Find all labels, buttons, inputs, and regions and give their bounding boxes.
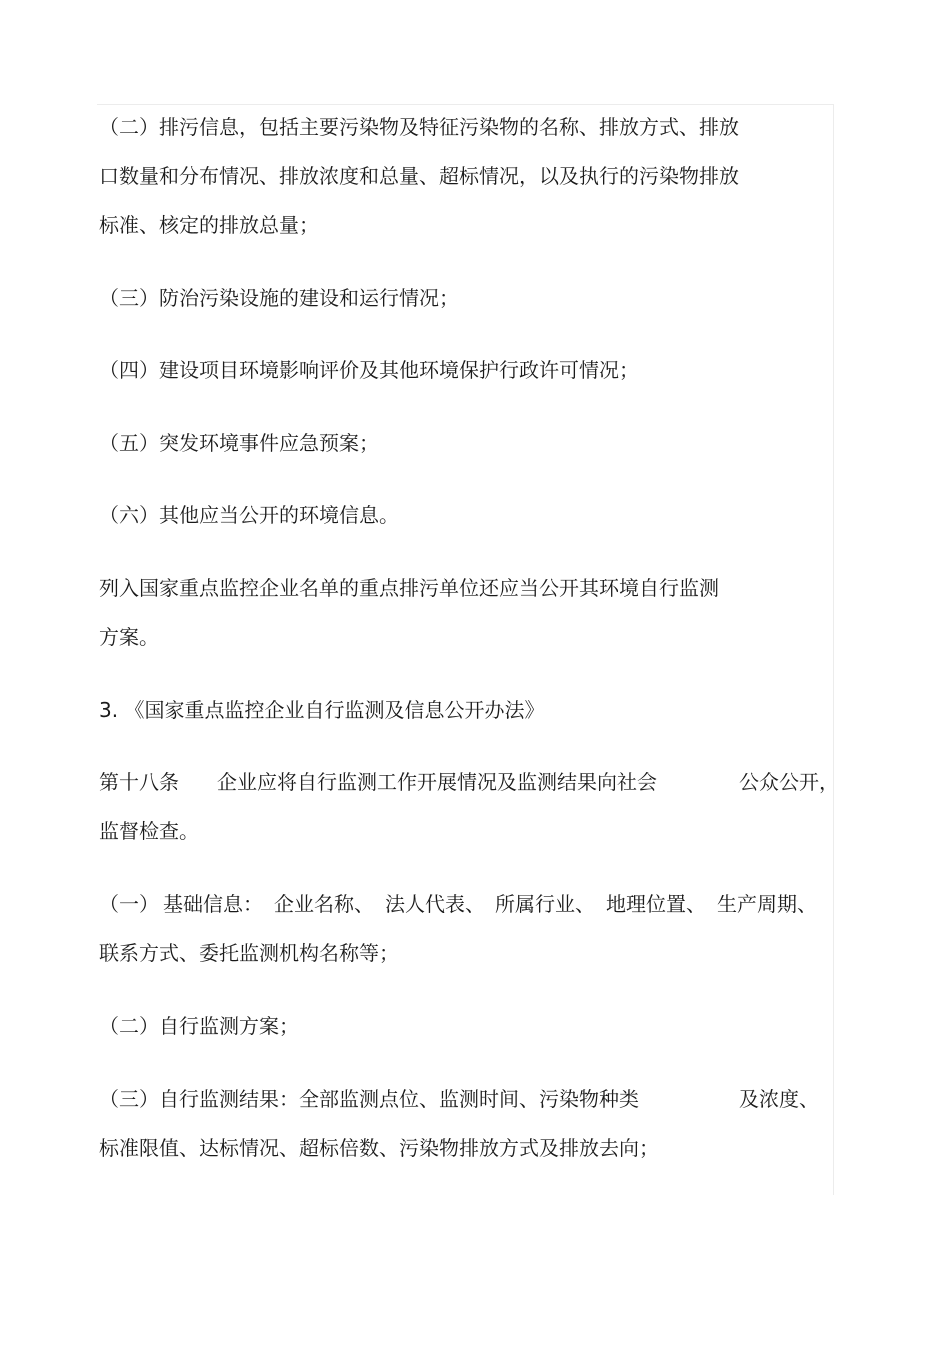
monitoring-results-tail: 及浓度、 <box>739 1087 819 1111</box>
field-company-name: 企业名称、 <box>274 892 374 916</box>
item-marker: （一） <box>99 892 159 916</box>
monitoring-results-text: （三）自行监测结果：全部监测点位、监测时间、污染物种类 <box>99 1087 639 1111</box>
field-industry: 所属行业、 <box>495 892 595 916</box>
text-line-14: 联系方式、委托监测机构名称等； <box>99 941 399 965</box>
article-text-tail: 公众公开， <box>739 770 839 794</box>
text-line-17: 标准限值、达标情况、超标倍数、污染物排放方式及排放去向； <box>99 1136 659 1160</box>
text-line-15: （二）自行监测方案； <box>99 1014 299 1038</box>
text-line-2: 口数量和分布情况、排放浓度和总量、超标情况，以及执行的污染物排放 <box>99 164 739 188</box>
text-line-8: 列入国家重点监控企业名单的重点排污单位还应当公开其环境自行监测 <box>99 576 719 600</box>
text-line-7: （六）其他应当公开的环境信息。 <box>99 503 399 527</box>
article-number: 第十八条 <box>99 770 179 794</box>
section-heading: 3. 《国家重点监控企业自行监测及信息公开办法》 <box>99 698 545 722</box>
text-line-4: （三）防治污染设施的建设和运行情况； <box>99 286 459 310</box>
article-text: 企业应将自行监测工作开展情况及监测结果向社会 <box>217 770 657 794</box>
text-line-1: （二）排污信息，包括主要污染物及特征污染物的名称、排放方式、排放 <box>99 115 739 139</box>
text-line-9: 方案。 <box>99 625 159 649</box>
text-line-12: 监督检查。 <box>99 819 199 843</box>
text-line-5: （四）建设项目环境影响评价及其他环境保护行政许可情况； <box>99 358 639 382</box>
basic-info-label: 基础信息： <box>163 892 263 916</box>
field-legal-rep: 法人代表、 <box>385 892 485 916</box>
text-line-3: 标准、核定的排放总量； <box>99 213 319 237</box>
text-line-6: （五）突发环境事件应急预案； <box>99 431 379 455</box>
field-production-cycle: 生产周期、 <box>717 892 817 916</box>
field-location: 地理位置、 <box>606 892 706 916</box>
